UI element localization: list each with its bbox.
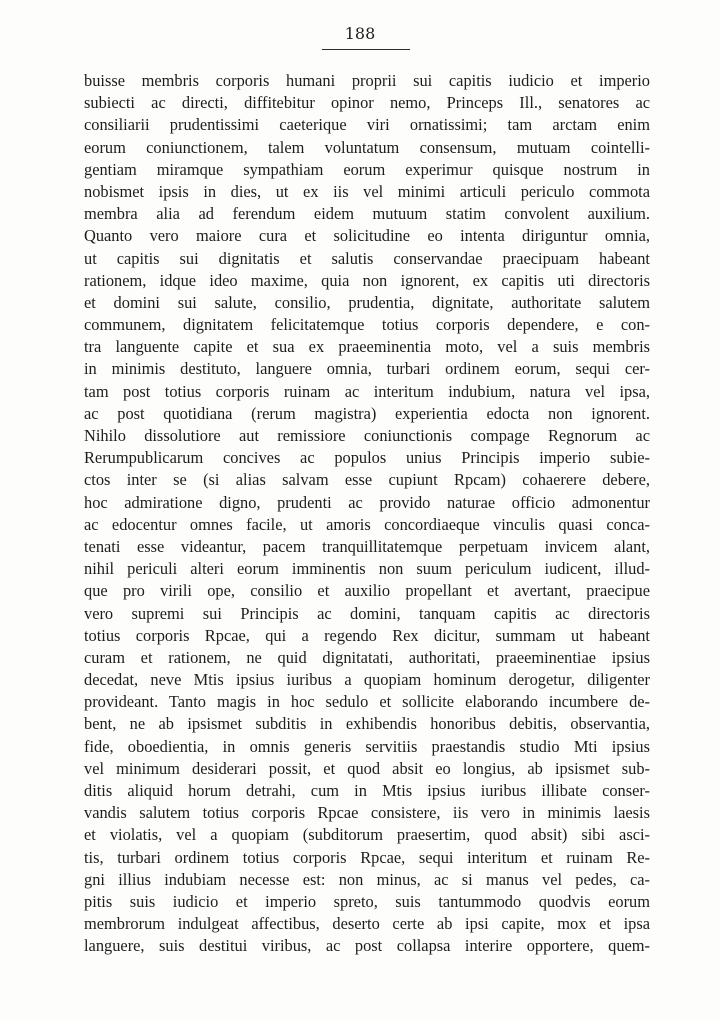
text-line: languere, suis destitui viribus, ac post collapsa interire opportere, quem- [84,936,650,956]
text-line: rationem, idque ideo maxime, quia non ignorent, ex capitis uti directoris [84,270,650,290]
text-line: tam post totius corporis ruinam ac interitum indubium, natura vel ipsa, [84,381,650,401]
text-line: pitis suis iudicio et imperio spreto, suis tantummodo quodvis eorum [84,891,650,911]
text-line: totius corporis Rpcae, qui a regendo Rex dicitur, summam ut habeant [84,625,650,645]
text-line: membrorum indulgeat affectibus, deserto certe ab ipsi capite, mox et ipsa [84,914,650,934]
header-rule [322,49,410,50]
text-line: nihil periculi alteri eorum imminentis non suum periculum iudicent, illud- [84,559,650,579]
text-line: ditis aliquid horum detrahi, cum in Mtis ipsius iuribus illibate conser- [84,781,650,800]
text-line: curam et rationem, ne quid dignitatati, authoritati, praeeminentiae ipsius [84,647,650,667]
text-line: tra languente capite et sua ex praeeminentia moto, vel a suis membris [84,337,650,357]
body-text [84,70,650,958]
text-line: et domini sui salute, consilio, prudentia, dignitate, authoritate salutem [84,292,650,312]
text-line: in minimis destituto, languere omnia, turbari ordinem eorum, sequi cer- [84,359,650,379]
text-line: Quanto vero maiore cura et solicitudine eo intenta diriguntur omnia, [84,226,650,246]
text-line: tenati esse videantur, pacem tranquillitatemque perpetuam invicem alant, [84,536,650,556]
text-line: subiecti ac directi, diffitebitur opinor nemo, Princeps Ill., senatores ac [84,93,650,113]
text-line: ac edocentur omnes facile, ut amoris concordiaeque vinculis quasi conca- [84,514,650,534]
text-line: nobismet ipsis in dies, ut ex iis vel minimi articuli periculo commota [84,181,650,201]
text-line: et violatis, vel a quopiam (subditorum praesertim, quod absit) sibi asci- [84,825,650,845]
text-line: gni illius indubiam necesse est: non minus, ac si manus vel pedes, ca- [84,869,650,889]
text-line: vandis salutem totius corporis Rpcae consistere, iis vero in minimis laesis [84,803,650,823]
text-line: gentiam miramque sympathiam eorum experimur quisque nostrum in [84,159,650,179]
text-line: provideant. Tanto magis in hoc sedulo et sollicite elaborando incumbere de- [84,692,650,712]
text-line: tis, turbari ordinem totius corporis Rpcae, sequi interitum et ruinam Re- [84,847,650,867]
text-line: ctos inter se (si alias salvam esse cupiunt Rpcam) cohaerere debere, [84,470,650,490]
text-line: ut capitis sui dignitatis et salutis conservandae praecipuam habeant [84,248,650,268]
text-line: decedat, neve Mtis ipsius iuribus a quopiam hominum derogetur, diligenter [84,670,650,690]
text-line: eorum coniunctionem, talem voluntatum consensum, mutuam cointelli- [84,137,650,157]
text-line: vel minimum desiderari possit, et quod absit eo longius, ab ipsismet sub- [84,758,650,778]
text-line: communem, dignitatem felicitatemque totius corporis dependere, e con- [84,315,650,335]
text-line: vero supremi sui Principis ac domini, tanquam capitis ac directoris [84,603,650,623]
text-line: bent, ne ab ipsismet subditis in exhibendis honoribus debitis, observantia, [84,714,650,734]
text-line: consiliarii prudentissimi caeterique viri ornatissimi; tam arctam enim [84,115,650,135]
text-line: fide, oboedientia, in omnis generis servitiis praestandis studio Mti ipsius [84,736,650,756]
text-line: Rerumpublicarum concives ac populos unius Principis imperio subie- [84,448,650,468]
text-line: Nihilo dissolutiore aut remissiore coniunctionis compage Regnorum ac [84,426,650,445]
page-number: 188 [344,24,376,43]
text-line: buisse membris corporis humani proprii sui capitis iudicio et imperio [84,71,650,90]
text-line: que pro virili ope, consilio et auxilio propellant et avertant, praecipue [84,581,650,601]
text-line: ac post quotidiana (rerum magistra) experientia edocta non ignorent. [84,403,650,423]
text-line: membra alia ad ferendum eidem mutuum statim convolent auxilium. [84,204,650,224]
text-line: hoc admiratione digno, prudenti ac provido naturae officio admonentur [84,492,650,512]
